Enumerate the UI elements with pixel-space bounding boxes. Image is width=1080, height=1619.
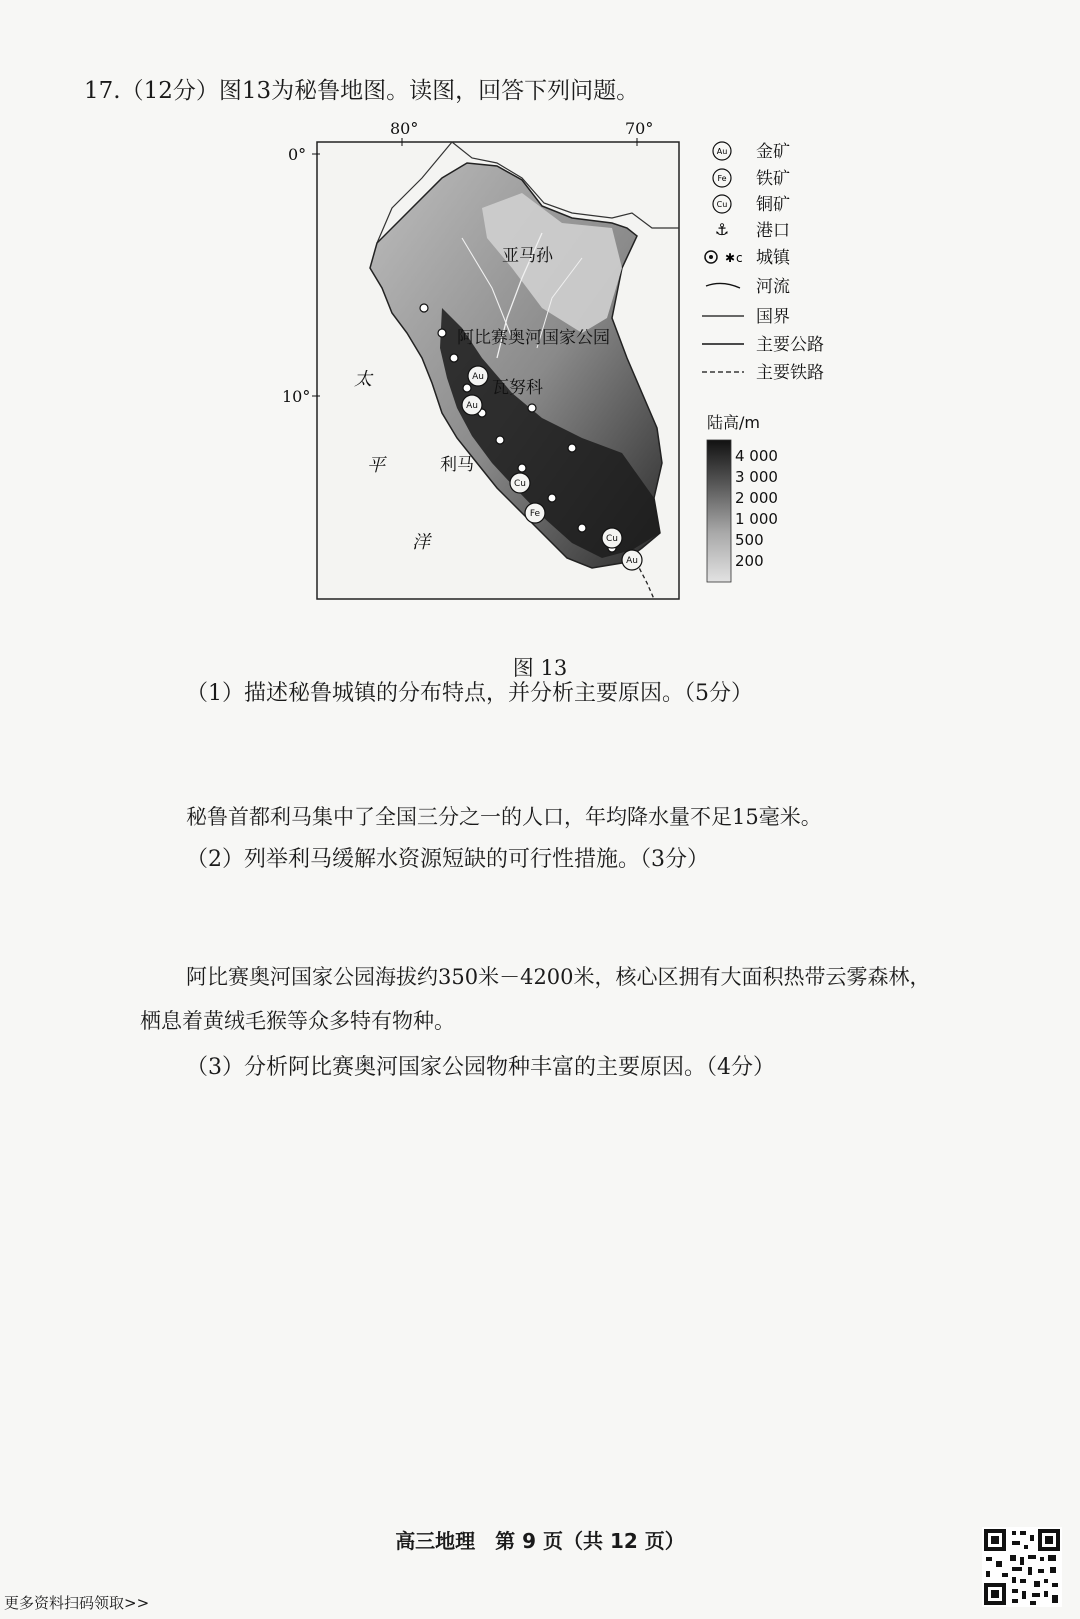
ocean-label: 洋 bbox=[412, 532, 430, 553]
context-paragraph-2: 秘鲁首都利马集中了全国三分之一的人口，年均降水量不足15毫米。 bbox=[186, 805, 822, 829]
legend-label: 城镇 bbox=[756, 248, 790, 268]
context-paragraph-3-line1: 阿比赛奥河国家公园海拔约350米－4200米，核心区拥有大面积热带云雾森林， bbox=[186, 965, 931, 989]
corner-note: 更多资料扫码领取>> bbox=[4, 1594, 150, 1612]
lon-label-70: 70° bbox=[625, 119, 654, 138]
ocean-label: 太 bbox=[354, 369, 372, 390]
lat-label-10: 10° bbox=[282, 387, 311, 406]
qr-code[interactable] bbox=[982, 1527, 1062, 1607]
place-amazon: 亚马孙 bbox=[502, 246, 553, 266]
mine-label: Fe bbox=[529, 509, 541, 519]
town bbox=[548, 494, 556, 502]
elevation-level: 3 000 bbox=[735, 468, 778, 486]
town bbox=[420, 304, 428, 312]
place-park: 阿比赛奥河国家公园 bbox=[457, 328, 610, 348]
town bbox=[463, 384, 471, 392]
mine-label: Au bbox=[466, 401, 478, 411]
lat-label-0: 0° bbox=[288, 145, 307, 164]
figure-caption: 图 13 bbox=[512, 656, 568, 680]
legend-label: 河流 bbox=[756, 277, 790, 297]
sub-question-1: （1）描述秘鲁城镇的分布特点，并分析主要原因。（5分） bbox=[186, 681, 753, 706]
legend-label: 铜矿 bbox=[756, 195, 790, 215]
port-icon: ⚓ bbox=[714, 220, 730, 239]
town bbox=[496, 436, 504, 444]
river-icon bbox=[706, 283, 740, 288]
map-figure bbox=[282, 118, 862, 628]
sub-question-2: （2）列举利马缓解水资源短缺的可行性措施。（3分） bbox=[186, 847, 709, 872]
town bbox=[518, 464, 526, 472]
svg-text:✱: ✱ bbox=[725, 251, 736, 265]
legend-label: 主要铁路 bbox=[756, 363, 824, 383]
elevation-title: 陆高/m bbox=[707, 413, 760, 432]
question-header: 17.（12分）图13为秘鲁地图。读图，回答下列问题。 bbox=[84, 78, 640, 104]
town bbox=[578, 524, 586, 532]
legend-label: 港口 bbox=[756, 221, 790, 241]
place-lima: 利马 bbox=[440, 455, 474, 475]
ocean-label: 平 bbox=[367, 455, 385, 476]
elevation-level: 1 000 bbox=[735, 510, 778, 528]
svg-text:Au: Au bbox=[716, 147, 728, 156]
elevation-level: 2 000 bbox=[735, 489, 778, 507]
elevation-level: 500 bbox=[735, 531, 764, 549]
legend-label: 金矿 bbox=[756, 142, 790, 162]
sub-question-3: （3）分析阿比赛奥河国家公园物种丰富的主要原因。（4分） bbox=[186, 1055, 775, 1080]
svg-text:Fe: Fe bbox=[717, 174, 727, 183]
map-legend bbox=[702, 142, 824, 582]
context-paragraph-3-line2: 栖息着黄绒毛猴等众多特有物种。 bbox=[140, 1009, 455, 1033]
elevation-level: 200 bbox=[735, 552, 764, 570]
elevation-level: 4 000 bbox=[735, 447, 778, 465]
legend-label: 铁矿 bbox=[756, 169, 790, 189]
page-footer: 高三地理 第 9 页（共 12 页） bbox=[395, 1529, 685, 1553]
mine-label: Cu bbox=[606, 534, 618, 544]
mine-label: Au bbox=[626, 556, 638, 566]
mine-label: Au bbox=[472, 372, 484, 382]
mine-label: Cu bbox=[514, 479, 526, 489]
legend-label: 国界 bbox=[756, 307, 790, 327]
legend-label: 主要公路 bbox=[756, 335, 824, 355]
elevation-bar bbox=[707, 440, 731, 582]
town bbox=[568, 444, 576, 452]
lon-label-80: 80° bbox=[390, 119, 419, 138]
town bbox=[450, 354, 458, 362]
town bbox=[438, 329, 446, 337]
svg-text:c: c bbox=[736, 251, 743, 265]
place-huanuco: 瓦努科 bbox=[492, 378, 543, 398]
svg-text:Cu: Cu bbox=[716, 200, 728, 209]
town bbox=[528, 404, 536, 412]
